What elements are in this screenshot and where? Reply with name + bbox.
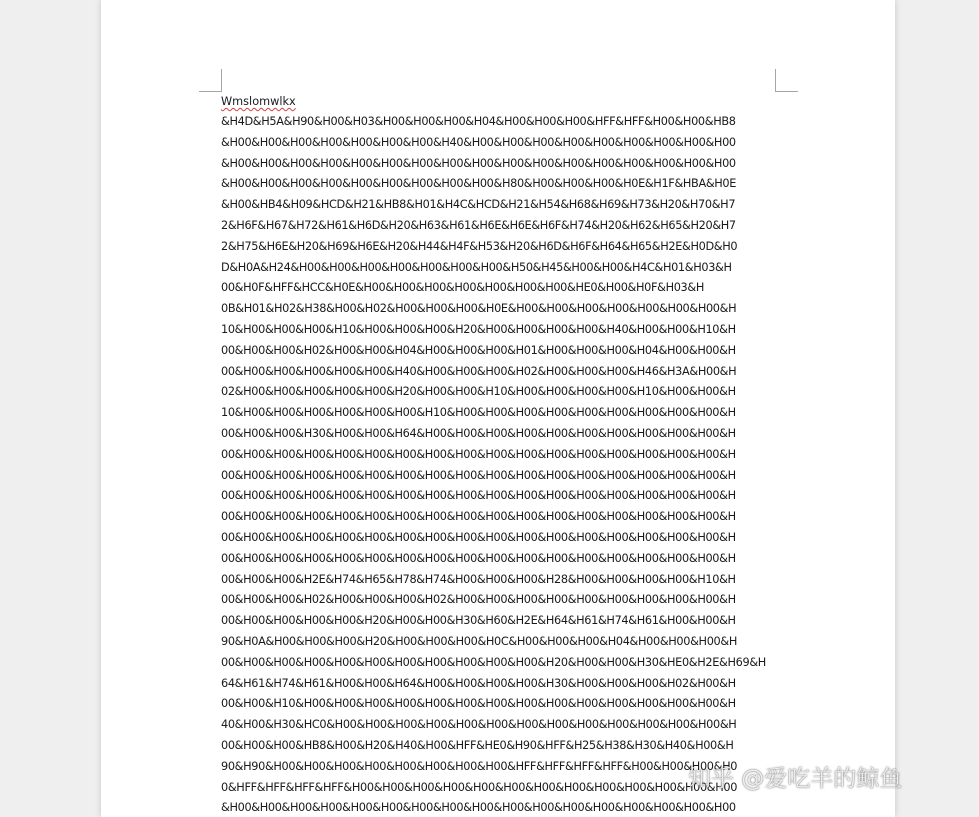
document-line: 00&H00&H00&H2E&H74&H65&H78&H74&H00&H00&H00&H28&H00&H00&H00&H00&H10&H <box>221 572 736 586</box>
document-line: 02&H00&H00&H00&H00&H00&H20&H00&H00&H10&H00&H00&H00&H00&H10&H00&H00&H <box>221 385 736 399</box>
document-line: &H00&HB4&H09&HCD&H21&HB8&H01&H4C&HCD&H21&H54&H68&H69&H73&H20&H70&H7 <box>221 198 736 212</box>
document-line: 00&H00&H10&H00&H00&H00&H00&H00&H00&H00&H00&H00&H00&H00&H00&H00&H00&H <box>221 697 736 711</box>
document-line: 00&H0F&HFF&HCC&H0E&H00&H00&H00&H00&H00&H00&H00&HE0&H00&H0F&H03&H <box>221 281 705 295</box>
document-line: 10&H00&H00&H00&H00&H00&H00&H10&H00&H00&H00&H00&H00&H00&H00&H00&H00&H <box>221 406 736 420</box>
watermark: 知乎 @爱吃羊的鲸鱼 <box>688 766 903 792</box>
document-line: 00&H00&H00&H00&H00&H00&H00&H00&H00&H00&H00&H20&H00&H00&H30&HE0&H2E&H69&H <box>221 655 766 669</box>
document-line: 00&H00&H00&H00&H00&H00&H40&H00&H00&H00&H02&H00&H00&H00&H46&H3A&H00&H <box>221 364 737 378</box>
document-line: &H00&H00&H00&H00&H00&H00&H00&H00&H00&H00&H00&H00&H00&H00&H00&H00&H00 <box>221 801 736 815</box>
document-line: &H4D&H5A&H90&H00&H03&H00&H00&H00&H04&H00&H00&H00&HFF&HFF&H00&H00&HB8 <box>221 115 736 128</box>
document-line: 00&H00&H00&H00&H00&H00&H00&H00&H00&H00&H00&H00&H00&H00&H00&H00&H00&H <box>221 530 736 544</box>
document-line: 90&H0A&H00&H00&H00&H20&H00&H00&H00&H0C&H00&H00&H00&H04&H00&H00&H00&H <box>221 634 737 648</box>
document-line: 90&H90&H00&H00&H00&H00&H00&H00&H00&H00&HFF&HFF&HFF&HFF&H00&H00&H00&H0 <box>221 759 738 773</box>
margin-marker-right <box>775 69 798 92</box>
document-line: 64&H61&H74&H61&H00&H00&H64&H00&H00&H00&H00&H30&H00&H00&H00&H02&H00&H <box>221 676 736 690</box>
document-line: 40&H00&H30&HC0&H00&H00&H00&H00&H00&H00&H00&H00&H00&H00&H00&H00&H00&H <box>221 718 737 732</box>
document-line: 0&HFF&HFF&HFF&HFF&H00&H00&H00&H00&H00&H00&H00&H00&H00&H00&H00&H00&H00 <box>221 780 738 794</box>
document-line: 00&H00&H00&H00&H00&H00&H00&H00&H00&H00&H00&H00&H00&H00&H00&H00&H00&H <box>221 489 736 503</box>
document-line: &H00&H00&H00&H00&H00&H00&H00&H00&H00&H00&H00&H00&H00&H00&H00&H00&H00 <box>221 156 736 170</box>
document-line: 00&H00&H00&HB8&H00&H20&H40&H00&HFF&HE0&H90&HFF&H25&H38&H30&H40&H00&H <box>221 738 734 752</box>
document-line: 00&H00&H00&H02&H00&H00&H04&H00&H00&H00&H01&H00&H00&H00&H04&H00&H00&H <box>221 343 736 357</box>
document-line: 2&H75&H6E&H20&H69&H6E&H20&H44&H4F&H53&H20&H6D&H6F&H64&H65&H2E&H0D&H0 <box>221 239 738 253</box>
document-title: Wmslomwlkx <box>221 95 296 108</box>
document-page[interactable] <box>101 0 895 817</box>
document-line: 00&H00&H00&H00&H00&H00&H00&H00&H00&H00&H00&H00&H00&H00&H00&H00&H00&H <box>221 510 736 524</box>
document-body[interactable] <box>221 92 777 817</box>
document-line: 00&H00&H00&H00&H00&H20&H00&H00&H30&H60&H2E&H64&H61&H74&H61&H00&H00&H <box>221 614 736 628</box>
document-line: 10&H00&H00&H00&H10&H00&H00&H00&H20&H00&H00&H00&H00&H40&H00&H00&H10&H <box>221 322 736 336</box>
document-line: 0B&H01&H02&H38&H00&H02&H00&H00&H00&H0E&H00&H00&H00&H00&H00&H00&H00&H <box>221 302 737 316</box>
document-line: 00&H00&H00&H00&H00&H00&H00&H00&H00&H00&H00&H00&H00&H00&H00&H00&H00&H <box>221 447 736 461</box>
document-line: &H00&H00&H00&H00&H00&H00&H00&H00&H00&H80&H00&H00&H00&H0E&H1F&HBA&H0E <box>221 177 737 191</box>
document-line: 00&H00&H00&H00&H00&H00&H00&H00&H00&H00&H00&H00&H00&H00&H00&H00&H00&H <box>221 468 736 482</box>
document-line: 2&H6F&H67&H72&H61&H6D&H20&H63&H61&H6E&H6E&H6F&H74&H20&H62&H65&H20&H7 <box>221 218 736 232</box>
document-line: 00&H00&H00&H30&H00&H00&H64&H00&H00&H00&H00&H00&H00&H00&H00&H00&H00&H <box>221 426 736 440</box>
document-line: 00&H00&H00&H02&H00&H00&H00&H02&H00&H00&H00&H00&H00&H00&H00&H00&H00&H <box>221 593 736 607</box>
margin-marker-left <box>199 69 222 92</box>
document-line: 00&H00&H00&H00&H00&H00&H00&H00&H00&H00&H00&H00&H00&H00&H00&H00&H00&H <box>221 551 736 565</box>
document-line: D&H0A&H24&H00&H00&H00&H00&H00&H00&H00&H50&H45&H00&H00&H4C&H01&H03&H <box>221 260 732 274</box>
document-line: &H00&H00&H00&H00&H00&H00&H00&H40&H00&H00&H00&H00&H00&H00&H00&H00&H00 <box>221 135 736 149</box>
